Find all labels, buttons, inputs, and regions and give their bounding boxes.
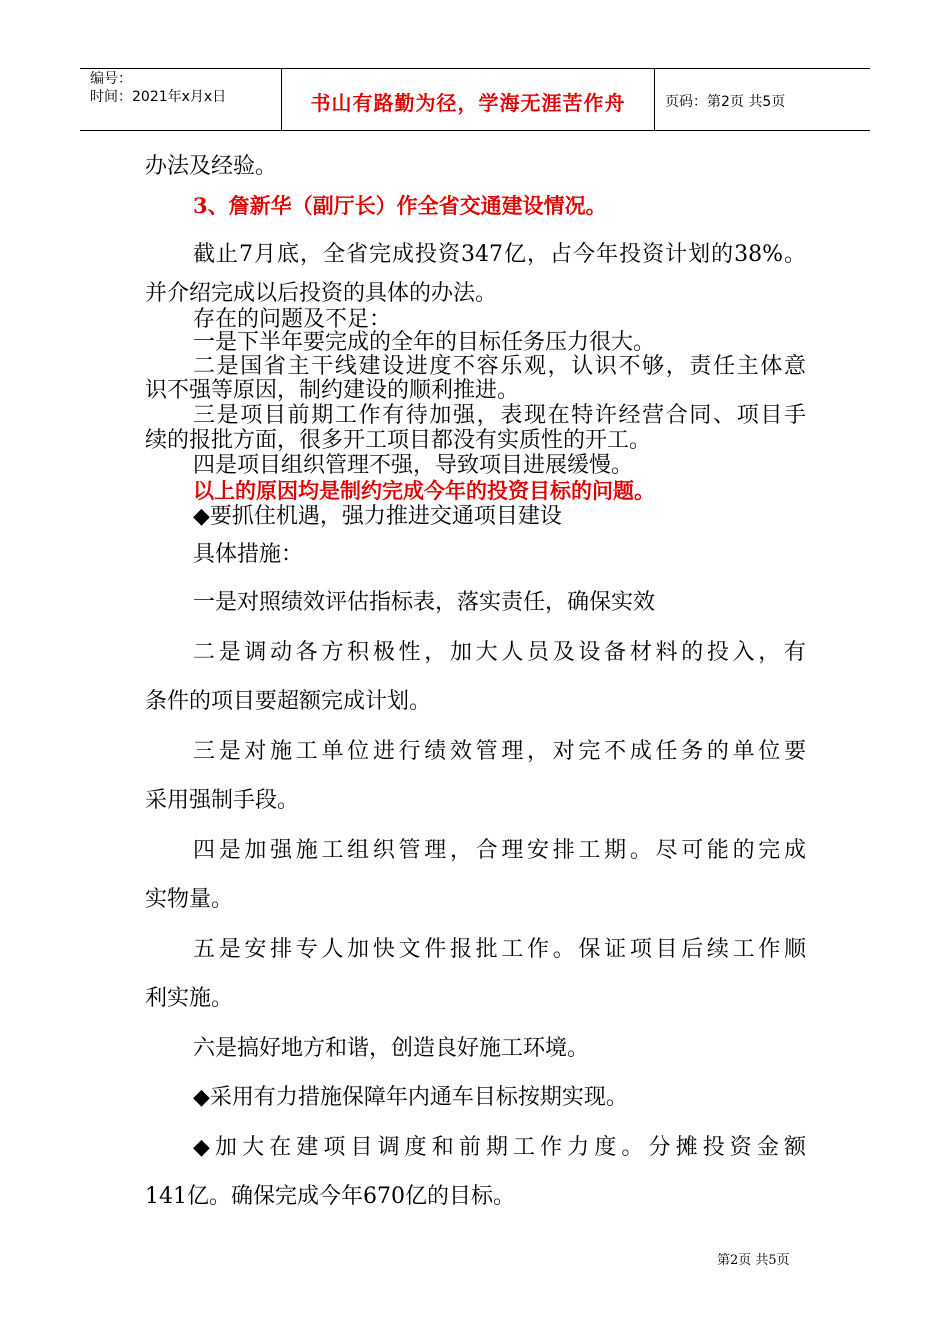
body-line: 采用强制手段。 xyxy=(145,788,300,813)
highlight-line: 以上的原因均是制约完成今年的投资目标的问题。 xyxy=(193,478,655,503)
section-heading: 3、詹新华（副厅长）作全省交通建设情况。 xyxy=(193,193,607,218)
footer-page-label: 第2页 共5页 xyxy=(717,1253,790,1268)
body-line: 利实施。 xyxy=(145,986,234,1011)
body-line: 并介绍完成以后投资的具体的办法。 xyxy=(145,281,498,306)
body-line: 存在的问题及不足： xyxy=(193,307,392,332)
body-line: 识不强等原因，制约建设的顺利推进。 xyxy=(145,378,520,403)
bullet-line: ◆加大在建项目调度和前期工作力度。分摊投资金额 xyxy=(193,1135,806,1160)
number-label: 编号： xyxy=(90,71,132,87)
body-line: 三是对施工单位进行绩效管理，对完不成任务的单位要 xyxy=(193,739,806,764)
body-line: 一是对照绩效评估指标表，落实责任，确保实效 xyxy=(193,590,656,615)
body-line: 六是搞好地方和谐，创造良好施工环境。 xyxy=(193,1036,590,1061)
header-motto-cell xyxy=(282,69,655,130)
body-line: 三是项目前期工作有待加强，表现在特许经营合同、项目手 xyxy=(193,403,806,428)
body-line: 141亿。确保完成今年670亿的目标。 xyxy=(145,1184,515,1209)
body-line: 四是加强施工组织管理，合理安排工期。尽可能的完成 xyxy=(193,838,806,863)
body-line: 实物量。 xyxy=(145,887,234,912)
body-line: 截止7月底，全省完成投资347亿，占今年投资计划的38%。 xyxy=(193,242,806,267)
motto: 书山有路勤为径，学海无涯苦作舟 xyxy=(310,91,626,115)
bullet-line: ◆要抓住机遇，强力推进交通项目建设 xyxy=(193,504,562,529)
header-page-cell xyxy=(655,69,870,130)
header-table xyxy=(80,68,870,131)
time-label: 时间：2021年x月x日 xyxy=(90,89,227,105)
body-line: 办法及经验。 xyxy=(145,154,278,179)
body-line: 续的报批方面，很多开工项目都没有实质性的开工。 xyxy=(145,428,652,453)
header-page-label: 页码：第2页 共5页 xyxy=(665,94,786,110)
header-meta-cell xyxy=(80,69,282,130)
body-line: 四是项目组织管理不强，导致项目进展缓慢。 xyxy=(193,453,634,478)
body-line: 具体措施： xyxy=(193,542,304,567)
body-line: 五是安排专人加快文件报批工作。保证项目后续工作顺 xyxy=(193,937,806,962)
body-line: 条件的项目要超额完成计划。 xyxy=(145,689,432,714)
body-line: 二是调动各方积极性，加大人员及设备材料的投入，有 xyxy=(193,640,806,665)
body-line: 一是下半年要完成的全年的目标任务压力很大。 xyxy=(193,330,656,355)
body-line: 二是国省主干线建设进度不容乐观，认识不够，责任主体意 xyxy=(193,354,806,379)
bullet-line: ◆采用有力措施保障年内通车目标按期实现。 xyxy=(193,1085,628,1110)
